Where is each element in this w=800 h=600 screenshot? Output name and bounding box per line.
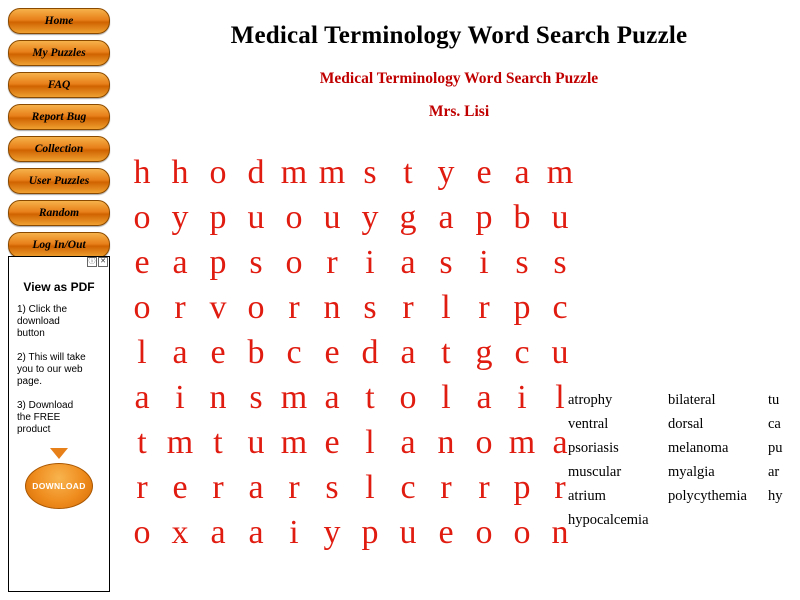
sidebar-item-my-puzzles[interactable]: My Puzzles [8, 40, 110, 66]
grid-cell[interactable]: a [476, 379, 492, 416]
grid-cell[interactable]: i [289, 514, 299, 551]
word-list-item: dorsal [668, 416, 704, 432]
grid-cell[interactable]: y [171, 199, 189, 236]
grid-cell[interactable]: t [403, 154, 413, 191]
grid-cell[interactable]: r [478, 469, 490, 506]
word-list-item: myalgia [668, 464, 715, 480]
grid-cell[interactable]: o [475, 514, 493, 551]
grid-cell[interactable]: t [213, 424, 223, 461]
grid-cell[interactable]: u [399, 514, 417, 551]
grid-cell[interactable]: c [552, 289, 568, 326]
word-list-item: tu [768, 392, 780, 408]
down-arrow-icon [50, 448, 68, 459]
grid-cell[interactable]: e [324, 424, 340, 461]
grid-cell[interactable]: g [399, 199, 417, 236]
grid-cell[interactable]: t [365, 379, 375, 416]
grid-cell[interactable]: m [546, 154, 574, 191]
grid-cell[interactable]: e [134, 244, 150, 281]
grid-cell[interactable]: a [324, 379, 340, 416]
grid-cell[interactable]: u [551, 334, 569, 371]
sidebar-item-log-in-out[interactable]: Log In/Out [8, 232, 110, 258]
word-list-item: hy [768, 488, 783, 504]
grid-cell[interactable]: y [437, 154, 455, 191]
grid-cell[interactable]: c [400, 469, 416, 506]
grid-cell[interactable]: r [554, 469, 566, 506]
grid-cell[interactable]: p [361, 514, 379, 551]
ad-step-2: 2) This will take you to our web page. [17, 352, 86, 387]
grid-cell[interactable]: o [133, 289, 151, 326]
grid-cell[interactable]: m [280, 379, 308, 416]
word-list-item: atrium [568, 488, 606, 504]
grid-cell[interactable]: s [515, 244, 529, 281]
ad-step-1: 1) Click the download button [17, 304, 68, 339]
grid-cell[interactable]: m [508, 424, 536, 461]
grid-cell[interactable]: o [285, 199, 303, 236]
grid-cell[interactable]: p [475, 199, 493, 236]
word-list [568, 392, 800, 536]
ad-step-3: 3) Download the FREE product [17, 400, 74, 435]
word-list-item: pu [768, 440, 783, 456]
word-list-item: muscular [568, 464, 622, 480]
sidebar-item-user-puzzles[interactable]: User Puzzles [8, 168, 110, 194]
grid-cell[interactable]: b [247, 334, 265, 371]
grid-cell[interactable]: p [209, 244, 227, 281]
grid-cell[interactable]: s [439, 244, 453, 281]
grid-cell[interactable]: a [514, 154, 530, 191]
word-list-item: psoriasis [568, 440, 619, 456]
grid-cell[interactable]: s [325, 469, 339, 506]
grid-cell[interactable]: t [441, 334, 451, 371]
grid-cell[interactable]: c [514, 334, 530, 371]
grid-cell[interactable]: o [209, 154, 227, 191]
grid-cell[interactable]: p [513, 469, 531, 506]
grid-cell[interactable]: i [479, 244, 489, 281]
grid-cell[interactable]: a [134, 379, 150, 416]
grid-cell[interactable]: g [475, 334, 493, 371]
grid-cell[interactable]: n [437, 424, 455, 461]
grid-cell[interactable]: y [361, 199, 379, 236]
grid-cell[interactable]: e [210, 334, 226, 371]
grid-cell[interactable]: o [513, 514, 531, 551]
grid-cell[interactable]: u [551, 199, 569, 236]
close-icon[interactable]: ✕ [98, 257, 108, 267]
grid-cell[interactable]: d [361, 334, 379, 371]
grid-cell[interactable]: o [475, 424, 493, 461]
grid-cell[interactable]: t [137, 424, 147, 461]
grid-cell[interactable]: a [400, 424, 416, 461]
grid-cell[interactable]: u [323, 199, 341, 236]
grid-cell[interactable]: x [171, 514, 189, 551]
grid-cell[interactable]: p [209, 199, 227, 236]
grid-cell[interactable]: h [133, 154, 151, 191]
grid-cell[interactable]: a [552, 424, 568, 461]
grid-cell[interactable]: a [400, 244, 416, 281]
grid-cell[interactable]: l [555, 379, 565, 416]
sidebar-item-home[interactable]: Home [8, 8, 110, 34]
grid-cell[interactable]: h [171, 154, 189, 191]
word-search-grid[interactable] [123, 150, 579, 555]
word-list-item: ar [768, 464, 780, 480]
grid-cell[interactable]: a [248, 514, 264, 551]
word-list-item: ventral [568, 416, 609, 432]
grid-cell[interactable]: r [478, 289, 490, 326]
grid-cell[interactable]: i [175, 379, 185, 416]
word-list-item: polycythemia [668, 488, 747, 504]
grid-cell[interactable]: c [286, 334, 302, 371]
grid-cell[interactable]: o [399, 379, 417, 416]
grid-cell[interactable]: r [288, 469, 300, 506]
grid-cell[interactable]: i [365, 244, 375, 281]
grid-cell[interactable]: e [172, 469, 188, 506]
grid-cell[interactable]: o [133, 199, 151, 236]
grid-cell[interactable]: r [174, 289, 186, 326]
grid-cell[interactable]: l [441, 289, 451, 326]
grid-cell[interactable]: u [247, 424, 265, 461]
word-list-item: melanoma [668, 440, 729, 456]
grid-cell[interactable]: u [247, 199, 265, 236]
grid-cell[interactable]: m [280, 154, 308, 191]
grid-cell[interactable]: o [285, 244, 303, 281]
grid-cell[interactable]: m [318, 154, 346, 191]
grid-cell[interactable]: o [247, 289, 265, 326]
grid-cell[interactable]: r [288, 289, 300, 326]
grid-cell[interactable]: e [324, 334, 340, 371]
grid-cell[interactable]: e [476, 154, 492, 191]
puzzle-title: Medical Terminology Word Search Puzzle [319, 70, 599, 87]
grid-cell[interactable]: s [363, 289, 377, 326]
grid-cell[interactable]: p [513, 289, 531, 326]
sidebar-item-collection[interactable]: Collection [8, 136, 110, 162]
grid-cell[interactable]: a [400, 334, 416, 371]
grid-cell[interactable]: r [326, 244, 338, 281]
ad-top-bar [9, 257, 109, 266]
grid-cell[interactable]: r [440, 469, 452, 506]
word-list-item: ca [768, 416, 781, 432]
grid-cell[interactable]: r [136, 469, 148, 506]
grid-cell[interactable]: r [212, 469, 224, 506]
grid-cell[interactable]: o [133, 514, 151, 551]
grid-cell[interactable]: l [137, 334, 147, 371]
advertisement-panel [8, 256, 110, 592]
grid-cell[interactable]: a [210, 514, 226, 551]
grid-cell[interactable]: y [323, 514, 341, 551]
grid-cell[interactable]: b [513, 199, 531, 236]
grid-cell[interactable]: a [248, 469, 264, 506]
sidebar-item-faq[interactable]: FAQ [8, 72, 110, 98]
grid-cell[interactable]: a [172, 244, 188, 281]
grid-cell[interactable]: v [209, 289, 227, 326]
word-list-item: bilateral [668, 392, 716, 408]
grid-cell[interactable]: n [209, 379, 227, 416]
grid-cell[interactable]: l [365, 424, 375, 461]
word-list-item: hypocalcemia [568, 512, 649, 528]
main-content [118, 0, 800, 600]
puzzle-author: Mrs. Lisi [428, 103, 490, 120]
download-button[interactable]: DOWNLOAD [25, 463, 93, 509]
grid-cell[interactable]: m [166, 424, 194, 461]
sidebar-item-report-bug[interactable]: Report Bug [8, 104, 110, 130]
grid-cell[interactable]: s [553, 244, 567, 281]
grid-cell[interactable]: n [323, 289, 341, 326]
grid-cell[interactable]: l [441, 379, 451, 416]
grid-cell[interactable]: a [438, 199, 454, 236]
ad-info-icon[interactable]: ⓘ [88, 258, 96, 265]
grid-cell[interactable]: s [363, 154, 377, 191]
ad-title: View as PDF [23, 280, 95, 294]
sidebar-item-random[interactable]: Random [8, 200, 110, 226]
grid-cell[interactable]: i [517, 379, 527, 416]
page-title: Medical Terminology Word Search Puzzle [230, 22, 688, 49]
grid-cell[interactable]: a [172, 334, 188, 371]
grid-cell[interactable]: l [365, 469, 375, 506]
word-list-item [768, 512, 800, 536]
word-list-item [668, 512, 768, 536]
grid-cell[interactable]: m [280, 424, 308, 461]
grid-cell[interactable]: r [402, 289, 414, 326]
grid-cell[interactable]: n [551, 514, 569, 551]
grid-cell[interactable]: s [249, 379, 263, 416]
grid-cell[interactable]: d [247, 154, 265, 191]
grid-cell[interactable]: e [438, 514, 454, 551]
grid-cell[interactable]: s [249, 244, 263, 281]
word-list-item: atrophy [568, 392, 613, 408]
